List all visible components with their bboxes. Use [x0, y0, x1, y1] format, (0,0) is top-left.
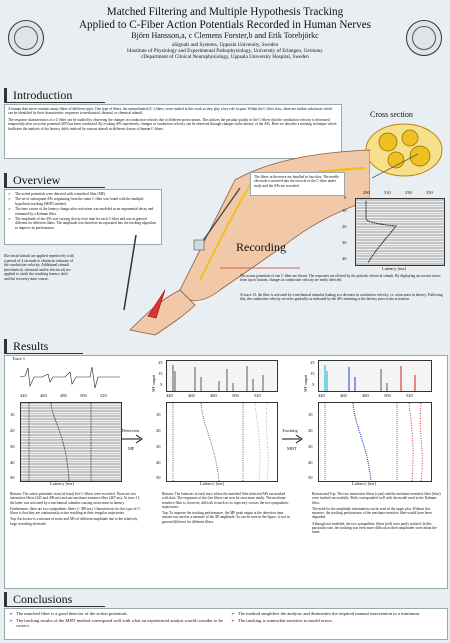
- mht-label: MHT: [287, 446, 297, 451]
- mid-y-tick-10: 10: [156, 412, 161, 417]
- right-mf-y-label: MF output: [303, 374, 308, 392]
- left-x-tick-460: 460: [40, 393, 47, 398]
- affiliation-a: aSignals and Systems, Uppsala University, Sweden: [171, 42, 279, 48]
- results-caption-middle-a: Bottom: The latencies in each trace where the matched filter detected APs are marked with dots. The responses of the five fibers can now be seen more easily. The mechano-sensitive fiber is, however, difficult to track as its trajectory crosses the two sympathetic trajectories.: [162, 492, 289, 509]
- recording-y-tick-40: 40: [342, 256, 347, 261]
- fiber-note: The fibers in the nerve are bundled in fascicles. The needle electrode is inserted into the fascicle of the C-fiber under study and the APs are recorded.: [250, 172, 345, 196]
- detection-label: Detection: [122, 428, 140, 433]
- right-y-tick-10: 10: [308, 412, 313, 417]
- mf-tick-15: 15: [158, 371, 163, 376]
- mid-y-tick-40: 40: [156, 460, 161, 465]
- conclusion-left-1: ➢ The matched filter is a good detector of the action potentials.: [9, 611, 224, 617]
- mf-tick-25: 25: [158, 360, 163, 365]
- right-mf-tick-25: 25: [310, 360, 315, 365]
- recording-x-tick-350: 350: [426, 190, 433, 195]
- introduction-paragraph-2: The response characteristics of a C-fiber can be studied by observing the changes in conduction velocity due to different provocations. This utilizes the peculiar quality of the C-fibers that the conduction velocity is decreased temporarily after an action potential (AP) has been conducted. By evoking APs repetitively, changes in conduction velocity can be observed through changes in the latency of the APs. Here we describe a tracking technique which facilitates the analysis of the latency shifts induced by various stimuli in different classes of human C-fibers.: [8, 117, 337, 131]
- nerve-cross-section: [362, 120, 446, 180]
- recording-caption-2: At trace 13, the fiber is activated by a mechanical stimulus leading to a decrease in conduction velocity, i.e. an increase in latency. Following this, the conduction velocity recovers gradually as indicated by the APs returning to the latency prior to the activation.: [240, 293, 443, 302]
- mid-x-label: Latency [ms]: [200, 481, 224, 486]
- recording-y-tick-0: 0: [344, 195, 347, 200]
- mf-label: MF: [128, 446, 135, 451]
- results-caption-middle-b: Top: To improve the tracking performance, the MF peak output at the detection time instant was used as a measure of the AP amplitude. As can be seen in the figure, it was in general different for different fibers.: [162, 511, 290, 524]
- trace-label: Trace 1: [12, 356, 26, 361]
- conclusion-left-2: ➢ The tracking results of the MHT method correspond well with what an experienced analyst would consider to be correct.: [9, 618, 224, 629]
- tracked-trajectories: [319, 403, 431, 481]
- recording-caption-1: The action potentials of one C-fiber are shown. The responses are elicited by the periodic electrical stimuli. By displaying successive traces from top to bottom, changes in conduction velocity are easily detected.: [240, 274, 441, 283]
- left-x-tick-500: 500: [80, 393, 87, 398]
- results-caption-left: [10, 492, 142, 526]
- recording-plot: [355, 198, 445, 266]
- cross-section-label: Cross section: [370, 110, 413, 119]
- results-caption-left-b: Furthermore, there are two sympathetic fibers (> 490 ms). Characteristic for this type of C-fibers is that they are continuously active resulting in their irregular trajectories.: [10, 506, 141, 516]
- right-x-tick-500: 500: [384, 393, 391, 398]
- mf-output-plot: [166, 360, 278, 392]
- single-trace-waveform: [20, 362, 120, 392]
- mf-tick-5: 5: [160, 382, 163, 387]
- left-y-tick-20: 20: [10, 428, 15, 433]
- results-caption-right-c: Although not modeled, the two sympathetic fibers (red) were partly tracked. In this particular case, the tracking was even more difficult as their amplitudes were about the same.: [312, 521, 437, 535]
- right-mf-tick-15: 15: [310, 371, 315, 376]
- left-y-tick-10: 10: [10, 412, 15, 417]
- mid-y-tick-20: 20: [156, 428, 161, 433]
- detection-dots: [167, 403, 277, 481]
- tracking-label: Tracking: [282, 428, 298, 433]
- results-caption-left-a: Bottom: The action potentials from (at least) five C-fibers were recorded. There are two insensitive fibers (445 and 496 ms) and one mechano-sensitive fiber (467 ms). At trace 11, the latter was activated by a mechanical stimulus causing an increase in latency.: [10, 492, 141, 505]
- tracking-arrow-icon: [282, 434, 306, 444]
- tracked-mf-bars: [319, 361, 431, 391]
- results-caption-left-c: Top: Each trace is a mixture of noise and APs of different amplitude due to the relatively large recording electrode.: [10, 517, 138, 526]
- conclusions-box: [4, 608, 448, 640]
- right-x-tick-460: 460: [340, 393, 347, 398]
- recording-y-tick-10: 10: [342, 208, 347, 213]
- tracked-mf-plot: [318, 360, 432, 392]
- mid-y-tick-50: 50: [156, 475, 161, 480]
- title-line-1: Matched Filtering and Multiple Hypothesis Tracking: [106, 6, 344, 18]
- right-x-tick-440: 440: [318, 393, 325, 398]
- results-caption-right-b: The need for the amplitude information can be seen in the upper plot. Without this measure, the tracking performance of the mechano-sensitive fiber would have been degraded.: [312, 506, 432, 520]
- left-y-tick-50: 50: [10, 475, 15, 480]
- left-y-tick-30: 30: [10, 444, 15, 449]
- mid-x-tick-500: 500: [232, 393, 239, 398]
- recording-x-tick-310: 310: [384, 190, 391, 195]
- conclusions-right-list: [231, 611, 441, 624]
- recording-y-tick-30: 30: [342, 240, 347, 245]
- affiliation-b: bInstitute of Physiology and Experimental Pathophysiology, University of Erlangen, Germany: [127, 48, 323, 54]
- right-y-tick-30: 30: [308, 444, 313, 449]
- left-x-tick-520: 520: [100, 393, 107, 398]
- stimulation-note: Electrical stimuli are applied repetitively with a period of 4 seconds to obtain an estimate of the conduction velocity. Additional stimuli (mechanical, chemical and/or electrical) are applied to study the resulting latency shift and the recovery time course.: [4, 254, 74, 281]
- mid-y-tick-30: 30: [156, 444, 161, 449]
- results-caption-middle: [162, 492, 290, 524]
- overview-heading: Overview: [4, 173, 105, 188]
- right-x-tick-520: 520: [406, 393, 413, 398]
- raw-traces-overlay: [21, 403, 121, 481]
- recording-x-label: Latency [ms]: [382, 266, 406, 271]
- conclusion-right-1: ➢ The method simplifies the analysis and diminishes the required manual intervention to a minimum.: [231, 611, 441, 617]
- right-y-tick-40: 40: [308, 460, 313, 465]
- right-y-tick-50: 50: [308, 475, 313, 480]
- conclusions-heading: Conclusions: [4, 592, 105, 607]
- introduction-paragraph-1: A human skin nerve contains many fibers of different types. One type of fibers, the unmyelinated (C-) fibers, were studied in this work as they play a key role in pain. Within the C-fiber class, there are further subclasses which can be identified by their characteristic responses to mechanical, thermal, or chemical stimuli.: [8, 107, 333, 116]
- mf-y-label: MF output: [151, 374, 156, 392]
- detections-plot: [166, 402, 278, 482]
- poster-title: [0, 6, 450, 31]
- left-x-label: Latency [ms]: [50, 481, 74, 486]
- raw-traces-plot: [20, 402, 122, 482]
- authors: Björn Hansson,a, c Clemens Forster,b and Erik Torebjörkc: [131, 31, 319, 40]
- overview-bullet-1: ➢ The action potentials were detected with a matched filter (MF).: [8, 192, 158, 196]
- conclusion-right-2: ➢ The tracking is somewhat sensitive to model errors.: [231, 618, 441, 624]
- right-mf-tick-5: 5: [312, 382, 315, 387]
- university-seal-right: [406, 20, 442, 56]
- tracked-plot: [318, 402, 432, 482]
- mid-x-tick-520: 520: [254, 393, 261, 398]
- overview-bullet-3: ➢ The time course of the latency change after activation was modeled as an exponential decay and estimated by a Kalman filter.: [8, 207, 158, 216]
- left-x-tick-440: 440: [20, 393, 27, 398]
- detection-arrow-icon: [122, 434, 146, 444]
- arm-illustration: [60, 140, 370, 340]
- university-seal-left: [8, 20, 44, 56]
- right-x-label: Latency [ms]: [352, 481, 376, 486]
- overview-bullet-4: ➢ The amplitude of the APs was varying slowly over time for each C-fiber and was in general different for different fibers. The amplitude was therefore incorporated into the tracking algorithm to improve its performance.: [8, 217, 158, 230]
- mf-output-bars: [167, 361, 277, 391]
- left-x-tick-480: 480: [60, 393, 67, 398]
- results-caption-right: [312, 492, 442, 535]
- recording-x-tick-290: 290: [363, 190, 370, 195]
- recording-y-tick-20: 20: [342, 224, 347, 229]
- conclusions-left-list: [9, 611, 224, 630]
- overview-bullet-2: ➢ The set of subsequent APs originating from the same C-fiber was found with the multiple hypothesis tracking (MHT) method.: [8, 197, 158, 206]
- results-caption-right-a: Bottom and Top: The two insensitive fibers (cyan) and the mechano-sensitive fiber (blue) were tracked successfully. Both corresponded well with the model used in the Kalman-filter.: [312, 492, 441, 505]
- introduction-heading: Introduction: [4, 88, 105, 103]
- recording-ap-trajectory: [356, 199, 444, 265]
- right-y-tick-20: 20: [308, 428, 313, 433]
- title-line-2: Applied to C-Fiber Action Potentials Recorded in Human Nerves: [78, 18, 372, 31]
- mid-x-tick-480: 480: [210, 393, 217, 398]
- recording-x-tick-330: 330: [405, 190, 412, 195]
- left-y-tick-40: 40: [10, 460, 15, 465]
- mid-x-tick-440: 440: [166, 393, 173, 398]
- recording-heading: Recording: [236, 240, 286, 254]
- right-x-tick-480: 480: [362, 393, 369, 398]
- mid-x-tick-460: 460: [188, 393, 195, 398]
- affiliation-c: cDepartment of Clinical Neurophysiology, Uppsala University Hospital, Sweden: [141, 54, 309, 60]
- results-heading: Results: [4, 339, 83, 354]
